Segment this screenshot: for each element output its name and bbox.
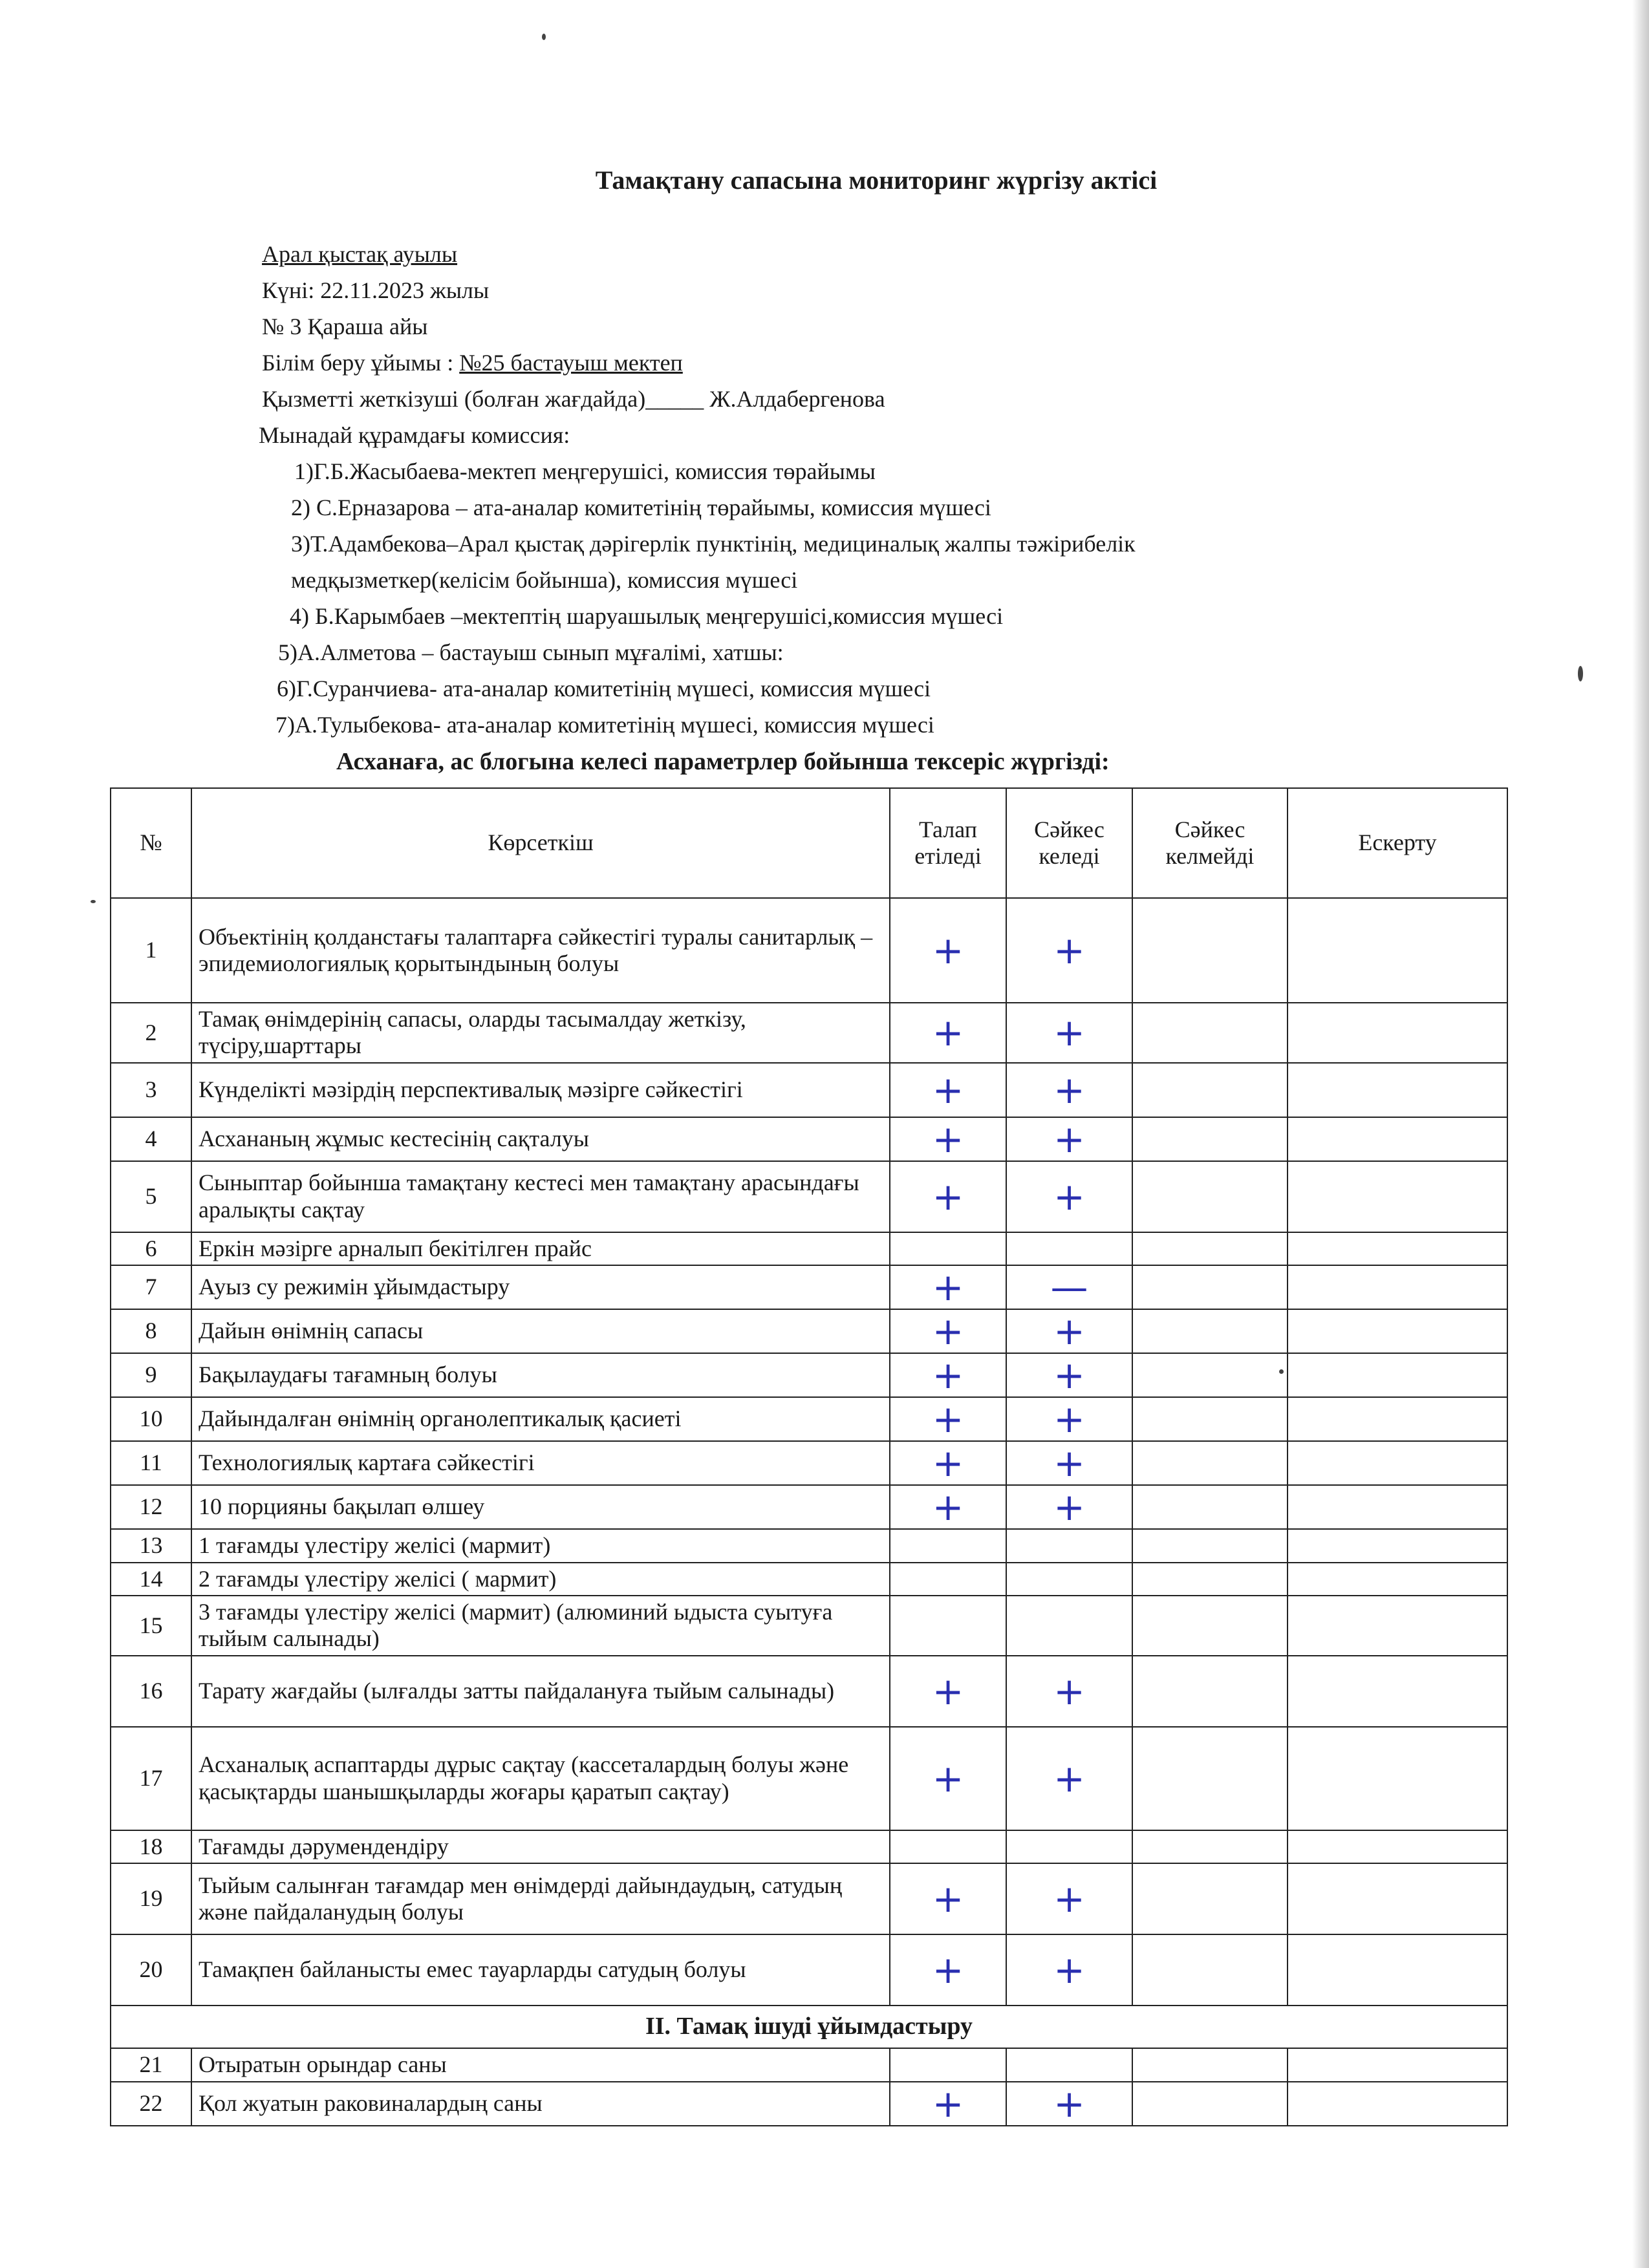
inspection-table (110, 787, 1508, 2126)
required-mark: + (890, 2082, 1006, 2126)
col-header-num: № (111, 788, 191, 898)
required-mark (890, 1830, 1006, 1863)
month-line: № 3 Қараша айы (262, 314, 428, 339)
noncompliant-cell (1132, 1063, 1288, 1117)
supplier-line: Қызметті жеткізуші (болған жағдайда)_____ Ж.Алдабергенова (262, 386, 885, 412)
row-indicator: 2 тағамды үлестіру желісі ( мармит) (191, 1563, 890, 1596)
required-mark: + (890, 1656, 1006, 1727)
row-indicator: Бақылаудағы тағамның болуы (191, 1353, 890, 1397)
table-row (111, 1727, 1507, 1830)
compliant-mark: + (1006, 2082, 1132, 2126)
row-number: 4 (111, 1117, 191, 1161)
note-cell (1288, 1353, 1507, 1397)
table-row (111, 1529, 1507, 1562)
commission-member: 6)Г.Суранчиева- ата-аналар комитетінің мүшесі, комиссия мүшесі (277, 676, 931, 701)
row-indicator: Тыйым салынған тағамдар мен өнімдерді дайындаудың, сатудың және пайдаланудың болуы (191, 1863, 890, 1934)
noncompliant-cell (1132, 1485, 1288, 1529)
scan-edge-shadow (1632, 0, 1649, 2268)
table-row (111, 1003, 1507, 1063)
row-number: 19 (111, 1863, 191, 1934)
note-cell (1288, 1485, 1507, 1529)
noncompliant-cell (1132, 1441, 1288, 1485)
row-indicator: Еркін мәзірге арналып бекітілген прайс (191, 1232, 890, 1265)
note-cell (1288, 1529, 1507, 1562)
compliant-mark (1006, 1529, 1132, 1562)
required-mark: + (890, 1397, 1006, 1441)
noncompliant-cell (1132, 1232, 1288, 1265)
required-mark: + (890, 1265, 1006, 1309)
table-row (111, 1265, 1507, 1309)
compliant-mark: + (1006, 1063, 1132, 1117)
organization-name: №25 бастауыш мектеп (459, 350, 683, 376)
required-mark (890, 1596, 1006, 1656)
col-header-required: Талап етіледі (890, 788, 1006, 898)
row-indicator: Ауыз су режимін ұйымдастыру (191, 1265, 890, 1309)
table-row (111, 1934, 1507, 2006)
row-indicator: Тарату жағдайы (ылғалды затты пайдалануға тыйым салынады) (191, 1656, 890, 1727)
date-line: Күні: 22.11.2023 жылы (262, 277, 490, 303)
row-number: 10 (111, 1397, 191, 1441)
village-name: Арал қыстақ ауылы (262, 241, 458, 267)
col-header-note: Ескерту (1288, 788, 1507, 898)
note-cell (1288, 1232, 1507, 1265)
required-mark: + (890, 1441, 1006, 1485)
organization-line (262, 349, 683, 376)
noncompliant-cell (1132, 1397, 1288, 1441)
commission-member: медқызметкер(келісім бойынша), комиссия мүшесі (291, 567, 798, 593)
noncompliant-cell (1132, 2082, 1288, 2126)
note-cell (1288, 1003, 1507, 1063)
compliant-mark: + (1006, 898, 1132, 1003)
row-number: 11 (111, 1441, 191, 1485)
compliant-mark (1006, 2048, 1132, 2081)
note-cell (1288, 1117, 1507, 1161)
commission-member: 7)А.Тулыбекова- ата-аналар комитетінің мүшесі, комиссия мүшесі (275, 712, 934, 738)
table-row (111, 1117, 1507, 1161)
noncompliant-cell (1132, 1830, 1288, 1863)
note-cell (1288, 1596, 1507, 1656)
required-mark: + (890, 1117, 1006, 1161)
required-mark: + (890, 1309, 1006, 1353)
compliant-mark (1006, 1596, 1132, 1656)
table-row (111, 1596, 1507, 1656)
col-header-noncompliant: Сәйкес келмейді (1132, 788, 1288, 898)
row-number: 20 (111, 1934, 191, 2006)
table-row (111, 2048, 1507, 2081)
required-mark: + (890, 1003, 1006, 1063)
document-title: Тамақтану сапасына мониторинг жүргізу актісі (595, 166, 1158, 195)
row-number: 1 (111, 898, 191, 1003)
compliant-mark: + (1006, 1397, 1132, 1441)
table-row (111, 1353, 1507, 1397)
commission-member: 5)А.Алметова – бастауыш сынып мұғалімі, хатшы: (278, 639, 784, 665)
table-row (111, 1232, 1507, 1265)
noncompliant-cell (1132, 1863, 1288, 1934)
required-mark: + (890, 1353, 1006, 1397)
required-mark: + (890, 1863, 1006, 1934)
row-indicator: Тамақпен байланысты емес тауарларды сатудың болуы (191, 1934, 890, 2006)
row-indicator: Тамақ өнімдерінің сапасы, оларды тасымалдау жеткізу, түсіру,шарттары (191, 1003, 890, 1063)
row-number: 2 (111, 1003, 191, 1063)
row-number: 7 (111, 1265, 191, 1309)
table-row (111, 1161, 1507, 1232)
noncompliant-cell (1132, 1656, 1288, 1727)
table-row (111, 1656, 1507, 1727)
compliant-mark: + (1006, 1863, 1132, 1934)
commission-member: 2) С.Ерназарова – ата-аналар комитетінің төрайымы, комиссия мүшесі (291, 495, 991, 520)
row-indicator: Күнделікті мәзірдің перспективалық мәзірге сәйкестігі (191, 1063, 890, 1117)
table-row (111, 1830, 1507, 1863)
required-mark (890, 1232, 1006, 1265)
table-row (111, 1485, 1507, 1529)
required-mark: + (890, 1161, 1006, 1232)
row-indicator: Қол жуатын раковиналардың саны (191, 2082, 890, 2126)
row-indicator: Асханалық аспаптарды дұрыс сақтау (кассеталардың болуы және қасықтарды шанышқыларды жоғары қаратып сақтау) (191, 1727, 890, 1830)
row-indicator: 10 порцияны бақылап өлшеу (191, 1485, 890, 1529)
required-mark (890, 2048, 1006, 2081)
note-cell (1288, 2048, 1507, 2081)
compliant-mark: + (1006, 1656, 1132, 1727)
note-cell (1288, 1265, 1507, 1309)
row-number: 13 (111, 1529, 191, 1562)
scan-speck (1578, 666, 1583, 681)
row-number: 16 (111, 1656, 191, 1727)
col-header-compliant: Сәйкес келеді (1006, 788, 1132, 898)
scan-speck (91, 900, 96, 903)
noncompliant-cell (1132, 2048, 1288, 2081)
row-indicator: 1 тағамды үлестіру желісі (мармит) (191, 1529, 890, 1562)
commission-member: 4) Б.Карымбаев –мектептің шаруашылық меңгерушісі,комиссия мүшесі (290, 603, 1004, 629)
compliant-mark: + (1006, 1003, 1132, 1063)
commission-member: 3)Т.Адамбекова–Арал қыстақ дәрігерлік пунктінің, медициналық жалпы тәжірибелік (291, 531, 1136, 557)
commission-member: 1)Г.Б.Жасыбаева-мектеп меңгерушісі, комиссия төрайымы (294, 458, 876, 484)
row-indicator: Технологиялық картаға сәйкестігі (191, 1441, 890, 1485)
noncompliant-cell (1132, 1265, 1288, 1309)
commission-intro: Мынадай құрамдағы комиссия: (259, 422, 570, 448)
compliant-mark: + (1006, 1485, 1132, 1529)
row-number: 5 (111, 1161, 191, 1232)
noncompliant-cell (1132, 898, 1288, 1003)
noncompliant-cell (1132, 1309, 1288, 1353)
required-mark: + (890, 1485, 1006, 1529)
note-cell (1288, 2082, 1507, 2126)
col-header-indicator: Көрсеткіш (191, 788, 890, 898)
compliant-mark: + (1006, 1727, 1132, 1830)
compliant-mark: + (1006, 1161, 1132, 1232)
note-cell (1288, 1934, 1507, 2006)
table-row (111, 1397, 1507, 1441)
scan-speck (542, 34, 546, 40)
organization-label: Білім беру ұйымы : (262, 350, 460, 376)
row-number: 18 (111, 1830, 191, 1863)
row-number: 17 (111, 1727, 191, 1830)
note-cell (1288, 1441, 1507, 1485)
table-row (111, 1863, 1507, 1934)
row-indicator: Асхананың жұмыс кестесінің сақталуы (191, 1117, 890, 1161)
noncompliant-cell (1132, 1529, 1288, 1562)
row-number: 9 (111, 1353, 191, 1397)
row-number: 22 (111, 2082, 191, 2126)
compliant-mark (1006, 1563, 1132, 1596)
row-indicator: Дайын өнімнің сапасы (191, 1309, 890, 1353)
compliant-mark: + (1006, 1441, 1132, 1485)
note-cell (1288, 1563, 1507, 1596)
compliant-mark: + (1006, 1309, 1132, 1353)
row-indicator: Тағамды дәрумендендіру (191, 1830, 890, 1863)
note-cell (1288, 1397, 1507, 1441)
table-header-row (111, 788, 1507, 898)
table-row (111, 1563, 1507, 1596)
noncompliant-cell (1132, 1353, 1288, 1397)
inspection-heading: Асханаға, ас блогына келесі параметрлер бойынша тексеріс жүргізді: (336, 748, 1110, 775)
section-2-title: II. Тамақ ішуді ұйымдастыру (111, 2006, 1507, 2048)
required-mark (890, 1563, 1006, 1596)
row-number: 15 (111, 1596, 191, 1656)
compliant-mark (1006, 1830, 1132, 1863)
note-cell (1288, 1727, 1507, 1830)
noncompliant-cell (1132, 1003, 1288, 1063)
noncompliant-cell (1132, 1161, 1288, 1232)
noncompliant-cell (1132, 1563, 1288, 1596)
table-row (111, 898, 1507, 1003)
note-cell (1288, 1830, 1507, 1863)
table-row (111, 1063, 1507, 1117)
row-number: 3 (111, 1063, 191, 1117)
table-row (111, 2082, 1507, 2126)
section-row (111, 2006, 1507, 2048)
compliant-mark (1006, 1232, 1132, 1265)
required-mark (890, 1529, 1006, 1562)
noncompliant-cell (1132, 1934, 1288, 2006)
row-number: 6 (111, 1232, 191, 1265)
noncompliant-cell (1132, 1596, 1288, 1656)
row-indicator: 3 тағамды үлестіру желісі (мармит) (алюминий ыдыста суытуға тыйым салынады) (191, 1596, 890, 1656)
required-mark: + (890, 1063, 1006, 1117)
noncompliant-cell (1132, 1727, 1288, 1830)
note-cell (1288, 1063, 1507, 1117)
required-mark: + (890, 898, 1006, 1003)
note-cell (1288, 1863, 1507, 1934)
required-mark: + (890, 1934, 1006, 2006)
required-mark: + (890, 1727, 1006, 1830)
compliant-mark: — (1006, 1265, 1132, 1309)
row-indicator: Сыныптар бойынша тамақтану кестесі мен тамақтану арасындағы аралықты сақтау (191, 1161, 890, 1232)
noncompliant-cell (1132, 1117, 1288, 1161)
row-number: 8 (111, 1309, 191, 1353)
table-row (111, 1309, 1507, 1353)
compliant-mark: + (1006, 1353, 1132, 1397)
note-cell (1288, 898, 1507, 1003)
row-number: 21 (111, 2048, 191, 2081)
compliant-mark: + (1006, 1934, 1132, 2006)
row-number: 14 (111, 1563, 191, 1596)
row-indicator: Дайындалған өнімнің органолептикалық қасиеті (191, 1397, 890, 1441)
table-row (111, 1441, 1507, 1485)
note-cell (1288, 1656, 1507, 1727)
compliant-mark: + (1006, 1117, 1132, 1161)
row-indicator: Отыратын орындар саны (191, 2048, 890, 2081)
note-cell (1288, 1161, 1507, 1232)
row-indicator: Объектінің қолданстағы талаптарға сәйкестігі туралы санитарлық – эпидемиологиялық қорытындының болуы (191, 898, 890, 1003)
row-number: 12 (111, 1485, 191, 1529)
note-cell (1288, 1309, 1507, 1353)
